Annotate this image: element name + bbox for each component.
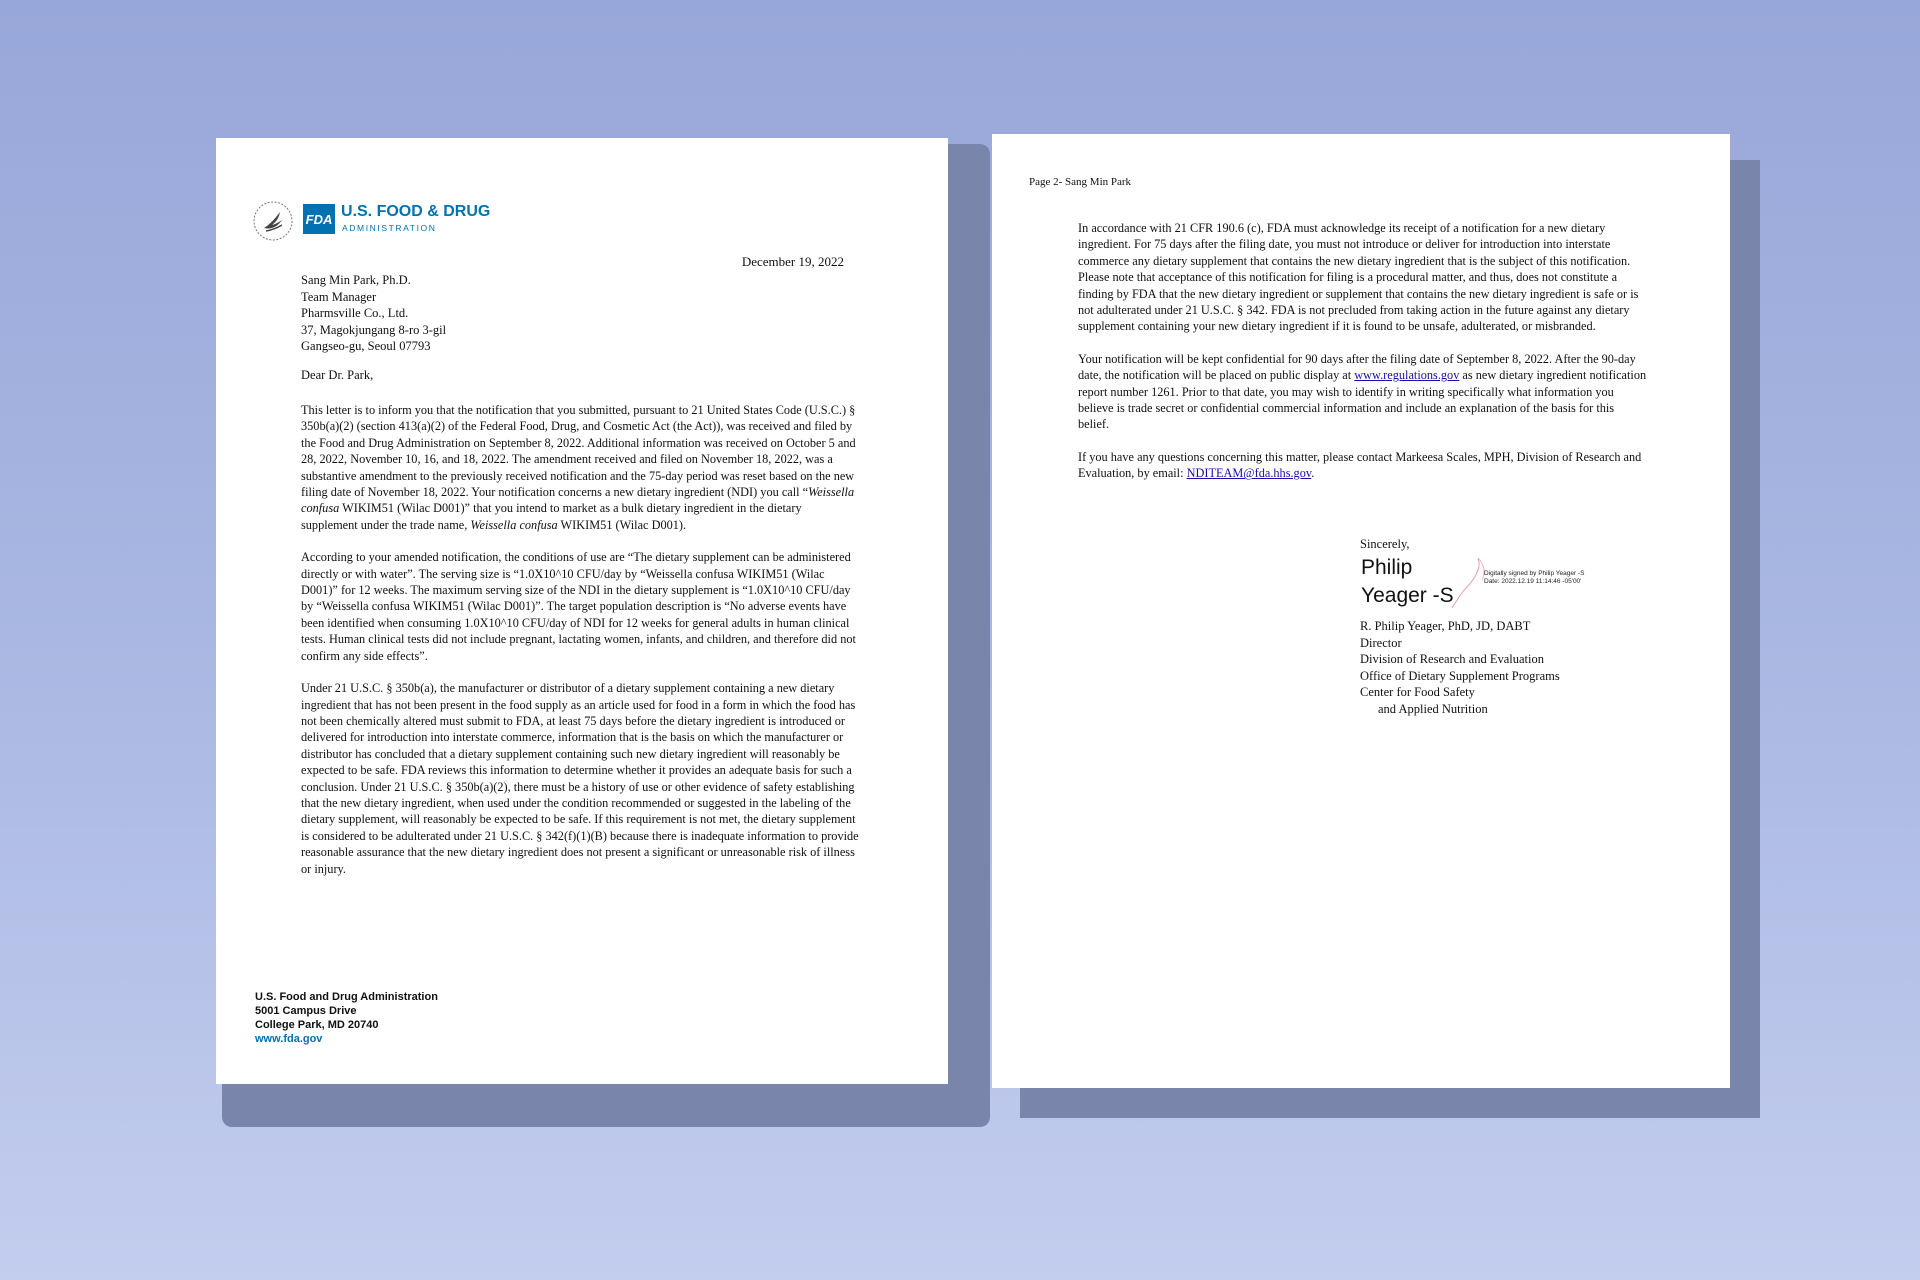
letter-date: December 19, 2022 [741,254,844,269]
fda-logo [252,200,492,248]
signer-line: R. Philip Yeager, PhD, JD, DABT [1360,619,1531,633]
letter-page-1 [216,138,948,1084]
paragraph [301,402,861,533]
signature-metadata [1484,570,1584,586]
signer-line: Division of Research and Evaluation [1360,652,1544,666]
agency-name: U.S. FOOD & DRUG [341,203,491,220]
address-line: Team Manager [301,289,377,304]
footer-line: College Park, MD 20740 [255,1019,379,1031]
signature-flourish-icon [1448,554,1488,610]
footer-line: U.S. Food and Drug Administration [255,991,438,1003]
address-line: Pharmsville Co., Ltd. [301,306,409,320]
digital-signature [1360,554,1620,610]
signer-line: Director [1360,635,1402,650]
paragraph-text: Your notification will be kept confidential for 90 days after the filing date of September 8, 2022. After the 90-day date, the notification will be placed on public display at [1078,351,1636,383]
paragraph-text: as new dietary ingredient notification report number 1261. Prior to that date, you may wish to identify in writing specifically what information you believe is trade secret or confidential commercial information and include an explanation of the basis for this belief. [1078,368,1647,432]
footer-line: 5001 Campus Drive [255,1005,357,1017]
signature-name [1361,554,1454,610]
paragraph [1078,351,1648,433]
recipient-address [301,272,446,355]
signature-meta-line: Date: 2022.12.19 11:14:46 -05'00' [1484,578,1582,585]
regulations-link[interactable]: www.regulations.gov [1354,368,1460,383]
letter-body-page-1 [301,402,861,893]
closing: Sincerely, [1360,537,1410,551]
agency-subtitle: ADMINISTRATION [342,223,437,233]
agency-footer [255,990,438,1046]
signature-meta-line: Digitally signed by Philip Yeager -S [1484,570,1585,577]
paragraph: In accordance with 21 CFR 190.6 (c), FDA must acknowledge its receipt of a notification for a new dietary ingredient. For 75 days after the filing date, you must not introduce or deliver for introduction into interstate commerce any dietary supplement that contains the new dietary ingredient that is the subject of this notification. Please note that acceptance of this notification for filing is a procedural matter, and thus, does not constitute a finding by FDA that the new dietary ingredient or supplement that contains the new dietary ingredient is safe or is not adulterated under 21 U.S.C. § 342. FDA is not precluded from taking action in the future against any dietary supplement containing your new dietary ingredient if it is found to be unsafe, adulterated, or misbranded. [1078,221,1639,334]
address-line: Sang Min Park, Ph.D. [301,273,411,287]
paragraph-text: . [1311,466,1315,481]
species-name: Weissella confusa [470,517,558,532]
address-line: 37, Magokjungang 8-ro 3-gil [301,322,447,337]
paragraph: According to your amended notification, the conditions of use are “The dietary supplement can be administered directly or with water”. The serving size is “1.0X10^10 CFU/day by “Weissella confusa WIKIM51 (Wilac D001)” for 12 weeks. The maximum serving size of the NDI in the dietary supplement is “1.0X10^10 CFU/day by “Weissella confusa WIKIM51 (Wilac D001)”. The target population description is “No adverse events have been identified when consuming 1.0X10^10 CFU/day of NDI for 12 weeks for general adults in human clinical tests. Human clinical tests did not include pregnant, lactating women, infants, and children, and therefore did not confirm any side effects”. [301,550,856,663]
salutation: Dear Dr. Park, [301,368,374,382]
email-link[interactable]: NDITEAM@fda.hhs.gov [1186,466,1312,481]
signer-line: Office of Dietary Supplement Programs [1360,668,1560,683]
footer-website-link[interactable]: www.fda.gov [255,1033,323,1045]
page-header: Page 2- Sang Min Park [1029,176,1132,188]
paragraph [1078,449,1648,482]
address-line: Gangseo-gu, Seoul 07793 [301,339,431,353]
signer-line: and Applied Nutrition [1378,701,1488,716]
species-name: Weissella confusa [301,485,855,516]
paragraph-text: WIKIM51 (Wilac D001). [557,517,687,532]
signature-name-line: Yeager -S [1361,584,1454,607]
fda-badge: FDA [303,204,335,234]
signer-line: Center for Food Safety [1360,685,1475,699]
paragraph-text: WIKIM51 (Wilac D001)” that you intend to market as a bulk dietary ingredient in the dietary supplement under the trade name, [301,501,802,532]
signer-block [1360,618,1560,717]
hhs-eagle-icon [252,200,294,242]
paragraph-text: If you have any questions concerning this matter, please contact Markeesa Scales, MPH, Division of Research and Evaluation, by email: [1078,449,1642,481]
paragraph-text: This letter is to inform you that the notification that you submitted, pursuant to 21 United States Code (U.S.C.) § 350b(a)(2) (section 413(a)(2) of the Federal Food, Drug, and Cosmetic Act (the Act)), was received and filed by the Food and Drug Administration on September 8, 2022. Additional information was received on October 5 and 28, 2022, November 10, 16, and 18, 2022. The amendment received and filed on November 18, 2022, was a substantive amendment to the previously received notification and the 75-day period was reset based on the new filing date of November 18, 2022. Your notification concerns a new dietary ingredient (NDI) you call “ [301,403,856,500]
signature-name-line: Philip [1361,556,1413,579]
paragraph: Under 21 U.S.C. § 350b(a), the manufacturer or distributor of a dietary supplement containing a new dietary ingredient that has not been present in the food supply as an article used for food in a form in which the food has not been chemically altered must submit to FDA, at least 75 days before the dietary ingredient is introduced or delivered for introduction into interstate commerce, information that is the basis on which the manufacturer or distributor has concluded that a dietary supplement containing such new dietary ingredient will reasonably be expected to be safe. FDA reviews this information to determine whether it provides an adequate basis for such a conclusion. Under 21 U.S.C. § 350b(a)(2), there must be a history of use or other evidence of safety establishing that the new dietary ingredient, when used under the condition recommended or suggested in the labeling of the dietary supplement, will reasonably be expected to be safe. If this requirement is not met, the dietary supplement is considered to be adulterated under 21 U.S.C. § 342(f)(1)(B) because there is inadequate information to provide reasonable assurance that the new dietary ingredient does not present a significant or unreasonable risk of illness or injury. [301,681,859,876]
letter-body-page-2 [1078,220,1648,498]
letter-page-2 [992,134,1730,1088]
